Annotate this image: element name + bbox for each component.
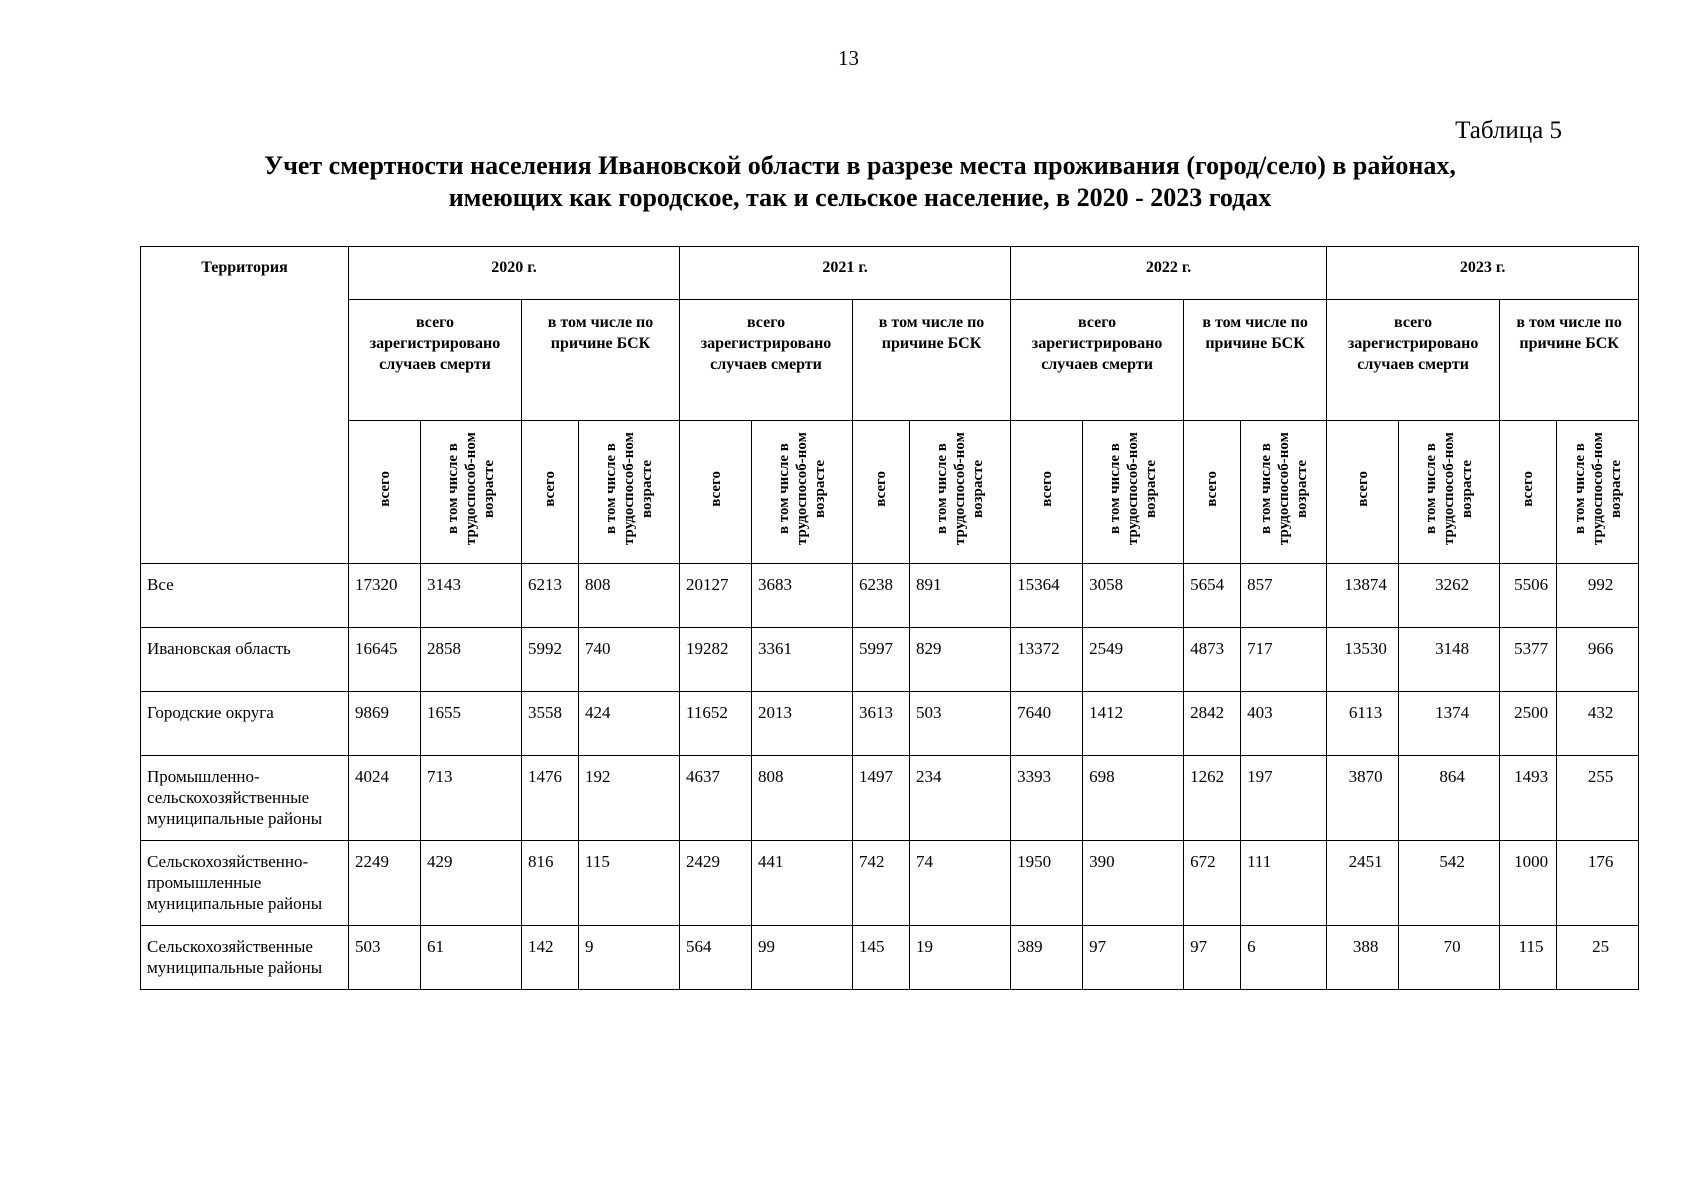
header-col-working-age: в том числе в трудоспособ-ном возрасте	[752, 421, 853, 564]
table-cell: 5992	[522, 628, 579, 692]
table-cell: 9869	[349, 692, 421, 756]
table-cell: 740	[579, 628, 680, 692]
header-col-working-age: в том числе в трудоспособ-ном возрасте	[1241, 421, 1327, 564]
table-cell: 2451	[1327, 841, 1399, 926]
table-cell: 5654	[1184, 564, 1241, 628]
table-cell: 6213	[522, 564, 579, 628]
header-col-working-age: в том числе в трудоспособ-ном возрасте	[421, 421, 522, 564]
table-cell: 542	[1399, 841, 1500, 926]
table-cell: 176	[1557, 841, 1639, 926]
table-cell: 99	[752, 926, 853, 990]
table-title-line-1: Учет смертности населения Ивановской области в разрезе места проживания (город/село) в районах,	[264, 151, 1456, 180]
table-cell: 6113	[1327, 692, 1399, 756]
table-cell: 808	[752, 756, 853, 841]
table-row	[141, 841, 1639, 926]
header-year-2023: 2023 г.	[1327, 247, 1639, 300]
header-col-total: всего	[522, 421, 579, 564]
table-cell: 6238	[853, 564, 910, 628]
table-cell: 698	[1083, 756, 1184, 841]
table-cell: 672	[1184, 841, 1241, 926]
table-cell: 20127	[680, 564, 752, 628]
table-cell: 145	[853, 926, 910, 990]
table-cell: 61	[421, 926, 522, 990]
table-cell: 1950	[1011, 841, 1083, 926]
table-cell: 25	[1557, 926, 1639, 990]
table-row	[141, 692, 1639, 756]
table-cell: 992	[1557, 564, 1639, 628]
header-col-working-age: в том числе в трудоспособ-ном возрасте	[1557, 421, 1639, 564]
header-col-working-age: в том числе в трудоспособ-ном возрасте	[1399, 421, 1500, 564]
table-cell: 111	[1241, 841, 1327, 926]
table-cell: 9	[579, 926, 680, 990]
table-cell: 3361	[752, 628, 853, 692]
table-cell: 16645	[349, 628, 421, 692]
table-cell: 441	[752, 841, 853, 926]
header-group-bsk-2022: в том числе по причине БСК	[1184, 300, 1327, 421]
header-group-total-2023: всего зарегистрировано случаев смерти	[1327, 300, 1500, 421]
header-col-working-age: в том числе в трудоспособ-ном возрасте	[910, 421, 1011, 564]
table-cell: 2842	[1184, 692, 1241, 756]
table-cell: 1497	[853, 756, 910, 841]
table-cell: 1655	[421, 692, 522, 756]
table-cell: 3058	[1083, 564, 1184, 628]
table-cell: 97	[1184, 926, 1241, 990]
table-cell: 3683	[752, 564, 853, 628]
table-cell: 403	[1241, 692, 1327, 756]
table-cell: 115	[1500, 926, 1557, 990]
table-cell: 390	[1083, 841, 1184, 926]
table-cell: 70	[1399, 926, 1500, 990]
table-cell: 3393	[1011, 756, 1083, 841]
table-cell: 192	[579, 756, 680, 841]
table-cell: 816	[522, 841, 579, 926]
table-cell: 197	[1241, 756, 1327, 841]
table-cell: 429	[421, 841, 522, 926]
row-territory-name: Сельскохозяйственно-промышленные муниципальные районы	[141, 841, 349, 926]
mortality-table	[140, 246, 1639, 990]
table-cell: 2549	[1083, 628, 1184, 692]
table-cell: 3143	[421, 564, 522, 628]
table-cell: 808	[579, 564, 680, 628]
table-row	[141, 926, 1639, 990]
table-cell: 829	[910, 628, 1011, 692]
table-cell: 5997	[853, 628, 910, 692]
table-cell: 713	[421, 756, 522, 841]
header-col-total: всего	[349, 421, 421, 564]
table-cell: 115	[579, 841, 680, 926]
header-group-total-2021: всего зарегистрировано случаев смерти	[680, 300, 853, 421]
table-cell: 857	[1241, 564, 1327, 628]
table-cell: 3870	[1327, 756, 1399, 841]
table-cell: 13874	[1327, 564, 1399, 628]
table-cell: 564	[680, 926, 752, 990]
header-col-total: всего	[1500, 421, 1557, 564]
table-cell: 255	[1557, 756, 1639, 841]
table-cell: 1476	[522, 756, 579, 841]
header-group-bsk-2023: в том числе по причине БСК	[1500, 300, 1639, 421]
row-territory-name: Сельскохозяйственные муниципальные районы	[141, 926, 349, 990]
table-cell: 4024	[349, 756, 421, 841]
header-group-bsk-2021: в том числе по причине БСК	[853, 300, 1011, 421]
row-territory-name: Ивановская область	[141, 628, 349, 692]
table-cell: 891	[910, 564, 1011, 628]
table-cell: 1262	[1184, 756, 1241, 841]
header-group-total-2020: всего зарегистрировано случаев смерти	[349, 300, 522, 421]
table-cell: 5377	[1500, 628, 1557, 692]
table-cell: 2013	[752, 692, 853, 756]
table-cell: 3613	[853, 692, 910, 756]
table-cell: 1374	[1399, 692, 1500, 756]
table-cell: 17320	[349, 564, 421, 628]
table-cell: 1000	[1500, 841, 1557, 926]
header-year-2021: 2021 г.	[680, 247, 1011, 300]
table-row	[141, 756, 1639, 841]
table-title	[140, 150, 1580, 214]
table-cell: 2500	[1500, 692, 1557, 756]
table-cell: 142	[522, 926, 579, 990]
header-col-total: всего	[853, 421, 910, 564]
table-cell: 3558	[522, 692, 579, 756]
table-cell: 388	[1327, 926, 1399, 990]
table-label: Таблица 5	[1455, 117, 1562, 144]
table-cell: 2429	[680, 841, 752, 926]
table-row	[141, 628, 1639, 692]
table-cell: 3262	[1399, 564, 1500, 628]
header-col-working-age: в том числе в трудоспособ-ном возрасте	[579, 421, 680, 564]
table-cell: 4637	[680, 756, 752, 841]
table-cell: 503	[349, 926, 421, 990]
table-cell: 424	[579, 692, 680, 756]
table-cell: 2858	[421, 628, 522, 692]
table-cell: 389	[1011, 926, 1083, 990]
table-row	[141, 564, 1639, 628]
page-number: 13	[838, 46, 859, 70]
table-cell: 966	[1557, 628, 1639, 692]
row-territory-name: Все	[141, 564, 349, 628]
table-cell: 5506	[1500, 564, 1557, 628]
table-cell: 432	[1557, 692, 1639, 756]
table-cell: 97	[1083, 926, 1184, 990]
table-cell: 2249	[349, 841, 421, 926]
table-cell: 13372	[1011, 628, 1083, 692]
header-year-2022: 2022 г.	[1011, 247, 1327, 300]
table-cell: 19282	[680, 628, 752, 692]
table-cell: 3148	[1399, 628, 1500, 692]
table-cell: 15364	[1011, 564, 1083, 628]
header-territory: Территория	[141, 247, 349, 564]
header-col-total: всего	[1327, 421, 1399, 564]
table-cell: 11652	[680, 692, 752, 756]
table-cell: 74	[910, 841, 1011, 926]
table-cell: 1412	[1083, 692, 1184, 756]
table-cell: 742	[853, 841, 910, 926]
header-group-bsk-2020: в том числе по причине БСК	[522, 300, 680, 421]
table-cell: 4873	[1184, 628, 1241, 692]
table-cell: 19	[910, 926, 1011, 990]
table-cell: 7640	[1011, 692, 1083, 756]
header-group-total-2022: всего зарегистрировано случаев смерти	[1011, 300, 1184, 421]
table-cell: 6	[1241, 926, 1327, 990]
row-territory-name: Промышленно-сельскохозяйственные муниципальные районы	[141, 756, 349, 841]
table-cell: 864	[1399, 756, 1500, 841]
header-col-total: всего	[1011, 421, 1083, 564]
header-col-total: всего	[680, 421, 752, 564]
table-cell: 503	[910, 692, 1011, 756]
row-territory-name: Городские округа	[141, 692, 349, 756]
header-col-total: всего	[1184, 421, 1241, 564]
table-cell: 1493	[1500, 756, 1557, 841]
header-col-working-age: в том числе в трудоспособ-ном возрасте	[1083, 421, 1184, 564]
table-title-line-2: имеющих как городское, так и сельское население, в 2020 - 2023 годах	[448, 183, 1272, 212]
header-year-2020: 2020 г.	[349, 247, 680, 300]
table-cell: 234	[910, 756, 1011, 841]
table-cell: 717	[1241, 628, 1327, 692]
table-cell: 13530	[1327, 628, 1399, 692]
